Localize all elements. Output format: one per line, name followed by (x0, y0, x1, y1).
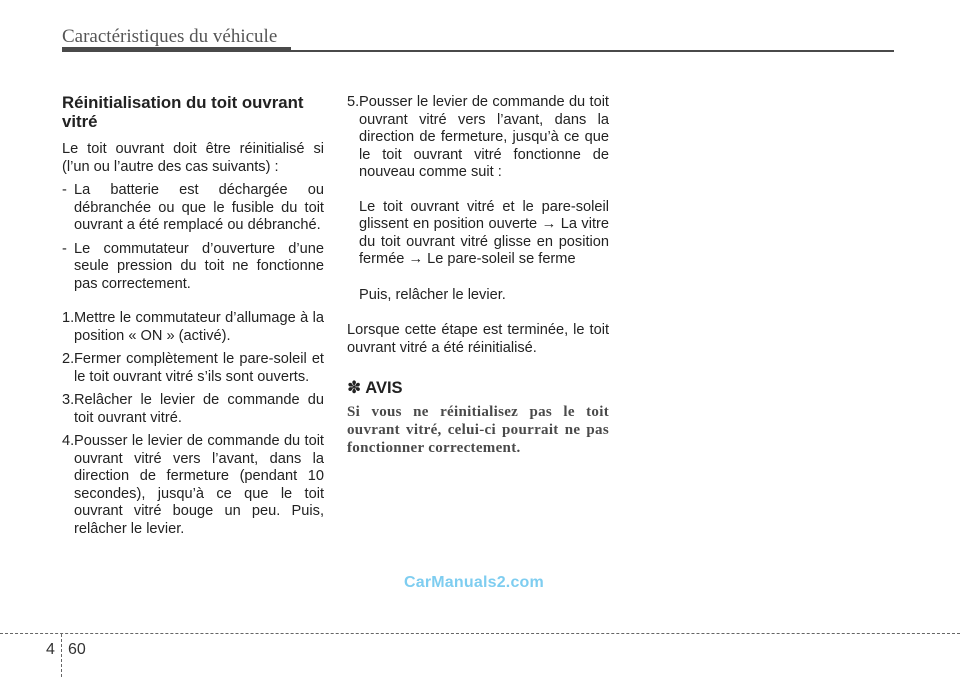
footer-rule (0, 633, 960, 634)
list-marker: - (62, 240, 67, 257)
notice-text: Si vous ne réinitialisez pas le toit ouvrant vitré, celui-ci pourrait ne pas fonctionner correctement. (347, 404, 609, 456)
list-item-text: La batterie est déchargée ou débranchée ou que le fusible du toit ouvrant a été remplacé ou débranché. (74, 182, 324, 233)
watermark: CarManuals2.com (404, 574, 544, 591)
step-text: Pousser le levier de commande du toit ouvrant vitré vers l’avant, dans la direction de fermeture, jusqu’à ce que le toit ouvrant vitré fonctionne de nouveau comme suit : (359, 94, 609, 180)
list-marker: - (62, 182, 67, 198)
list-item-text: Le commutateur d’ouverture d’une seule pression du toit ne fonctionne pas correctement. (74, 240, 324, 292)
step-text: Relâcher le levier de commande du toit ouvrant vitré. (74, 392, 324, 426)
step-item (62, 310, 324, 345)
step-text: Pousser le levier de commande du toit ouvrant vitré vers l’avant, dans la direction de fermeture (pendant 10 secondes), jusqu’à ce que le toit ouvrant vitré bouge un peu. Puis, relâcher le levier. (74, 433, 324, 537)
asterisk-icon: ✽ (347, 378, 362, 397)
section-heading: Réinitialisation du toit ouvrant vitré (62, 93, 304, 131)
step-number: 1. (62, 310, 75, 326)
step-number: 2. (62, 351, 75, 367)
step-item (62, 433, 324, 538)
step-item (347, 94, 609, 182)
step-text: Mettre le commutateur d’allumage à la position « ON » (activé). (74, 310, 324, 344)
release-instruction: Puis, relâcher le levier. (359, 286, 506, 303)
notice-heading-text: AVIS (365, 379, 403, 397)
step-number: 4. (62, 433, 75, 449)
footer-divider (61, 634, 62, 677)
left-column (62, 94, 324, 538)
step-number: 3. (62, 392, 75, 408)
notice-heading (347, 379, 609, 397)
header-rule (62, 50, 894, 52)
list-item (62, 182, 324, 235)
operation-sequence: Le toit ouvrant vitré et le pare-soleil glissent en position ouverte → La vitre du toit ouvrant vitré glisse en position fermée → Le pare-soleil se ferme (359, 198, 609, 267)
step-item (62, 392, 324, 427)
reset-steps-list (62, 310, 324, 538)
intro-paragraph: Le toit ouvrant doit être réinitialisé si (l’un ou l’autre des cas suivants) : (62, 141, 324, 175)
step-item (62, 351, 324, 386)
step-number: 5. (347, 94, 360, 110)
chapter-number: 4 (46, 641, 55, 658)
right-column (347, 94, 609, 457)
reset-cases-list (62, 182, 324, 293)
conclusion-paragraph: Lorsque cette étape est terminée, le toit ouvrant vitré a été réinitialisé. (347, 322, 609, 356)
page-number: 60 (68, 641, 86, 658)
list-item (62, 241, 324, 294)
reset-steps-continued (347, 94, 609, 182)
step-text: Fermer complètement le pare-soleil et le toit ouvrant vitré s’ils sont ouverts. (74, 351, 324, 385)
running-header-title: Caractéristiques du véhicule (62, 26, 278, 47)
